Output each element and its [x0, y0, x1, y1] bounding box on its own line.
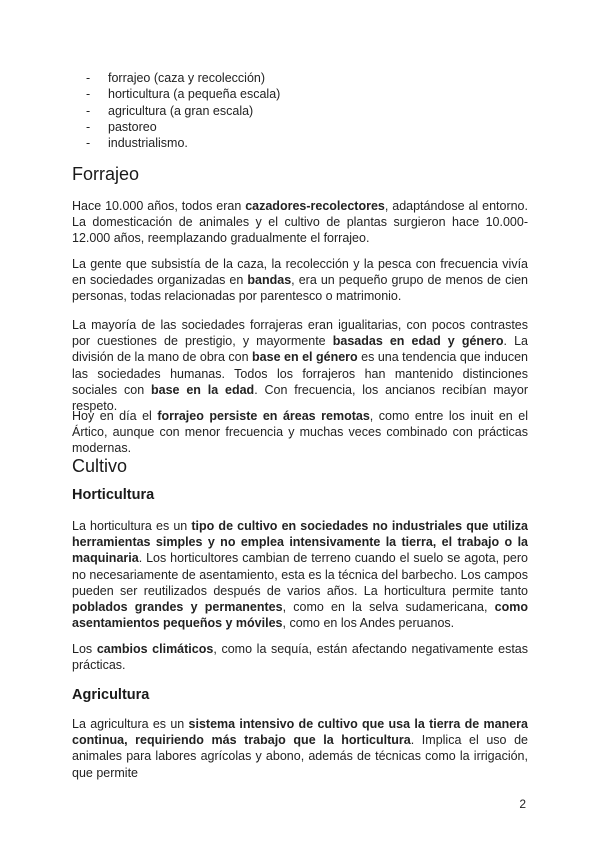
list-marker: - [86, 103, 91, 118]
subsection-heading-agricultura: Agricultura [72, 687, 150, 703]
paragraph-forrajeo-2: La gente que subsistía de la caza, la recolección y la pesca con frecuencia vivía en sociedades organizadas en bandas, era un pequeño grupo de menos de cien personas, todas relacionadas por parentesco o matrimonio. [72, 257, 528, 304]
subsection-heading-horticultura: Horticultura [72, 487, 155, 503]
page-number: 2 [519, 797, 526, 811]
paragraph-forrajeo-4: Hoy en día el forrajeo persiste en áreas remotas, como entre los inuit en el Ártico, aunque con menor frecuencia y muchas veces combinado con prácticas modernas. [72, 409, 528, 456]
subsistence-strategies-list [86, 70, 280, 151]
list-item: - industrialismo. [86, 136, 188, 151]
paragraph-forrajeo-3: La mayoría de las sociedades forrajeras eran igualitarias, con pocos contrastes por cuestiones de prestigio, y mayormente basadas en edad y género. La división de la mano de obra con base en el género es una tendencia que inducen las sociedades humanas. Todos los forrajeros han mantenido distinciones sociales con base en la edad. Con frecuencia, los ancianos recibían mayor respeto. [72, 318, 529, 414]
section-heading-cultivo: Cultivo [72, 456, 128, 476]
list-marker: - [86, 71, 91, 85]
paragraph-horticultura-2: Los cambios climáticos, como la sequía, están afectando negativamente estas prácticas. [72, 642, 529, 673]
list-marker: - [86, 119, 91, 134]
paragraph-forrajeo-1: Hace 10.000 años, todos eran cazadores-recolectores, adaptándose al entorno. La domesticación de animales y el cultivo de plantas surgieron hace 10.000-12.000 años, reemplazando gradualmente el forrajeo. [72, 199, 528, 246]
list-item: - pastoreo [86, 119, 157, 134]
list-marker: - [86, 136, 91, 151]
list-item: - forrajeo (caza y recolección) [86, 71, 266, 85]
list-marker: - [86, 87, 91, 102]
paragraph-horticultura-1: La horticultura es un tipo de cultivo en sociedades no industriales que utiliza herramientas simples y no emplea intensivamente la tierra, el trabajo o la maquinaria. Los horticultores cambian de terreno cuando el suelo se agota, pero no necesariamente de asentamiento, esta es la técnica del barbecho. Los campos pueden ser reutilizados después de varios años. La horticultura permite tanto poblados grandes y permanentes, como en la selva sudamericana, como asentamientos pequeños y móviles, como en los Andes peruanos. [72, 519, 528, 631]
list-item: - agricultura (a gran escala) [86, 103, 254, 118]
section-heading-forrajeo: Forrajeo [72, 164, 140, 184]
paragraph-agricultura-1: La agricultura es un sistema intensivo de cultivo que usa la tierra de manera continua, requiriendo más trabajo que la horticultura. Implica el uso de animales para labores agrícolas y abono, además de técnicas como la irrigación, que permite [72, 717, 529, 780]
list-item: - horticultura (a pequeña escala) [86, 87, 281, 102]
